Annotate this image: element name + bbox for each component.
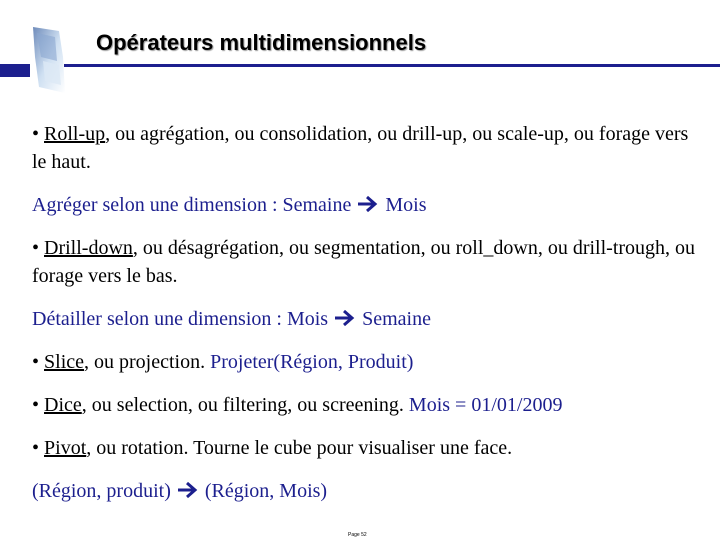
bullet-slice: • Slice, ou projection. Projeter(Région, Produit) [32,351,414,373]
dice-example: Mois = 01/01/2009 [408,394,563,416]
term-dice: Dice [44,394,82,416]
term-drill-down: Drill-down [44,237,133,259]
page-label: Page [348,532,360,538]
right-arrow-icon [176,480,200,500]
logo-icon [33,27,65,93]
slice-example: Projeter(Région, Produit) [210,351,414,373]
bullet-pivot: • Pivot, ou rotation. Tourne le cube pour visualiser une face. [32,437,513,459]
right-arrow-icon [333,308,357,328]
pivot-example: (Région, produit) (Région, Mois) [32,480,328,502]
title-rule [64,64,720,67]
title-bar-accent [0,64,30,77]
bullet-drill-down: • Drill-down, ou désagrégation, ou segmentation, ou roll_down, ou drill-trough, ou forage vers le bas. [32,237,696,287]
slide-content [32,120,700,520]
term-roll-up: Roll-up [44,123,106,145]
term-pivot: Pivot [44,437,87,459]
right-arrow-icon [356,194,380,214]
drill-down-example: Détailler selon une dimension : Mois Semaine [32,308,431,330]
term-slice: Slice [44,351,85,373]
page-footer [348,532,367,538]
slide-title: Opérateurs multidimensionnels [96,30,427,55]
page-number: 52 [361,532,367,538]
roll-up-example: Agréger selon une dimension : Semaine Mois [32,194,427,216]
bullet-dice: • Dice, ou selection, ou filtering, ou screening. Mois = 01/01/2009 [32,394,563,416]
bullet-roll-up: • Roll-up, ou agrégation, ou consolidation, ou drill-up, ou scale-up, ou forage vers le haut. [32,123,689,173]
